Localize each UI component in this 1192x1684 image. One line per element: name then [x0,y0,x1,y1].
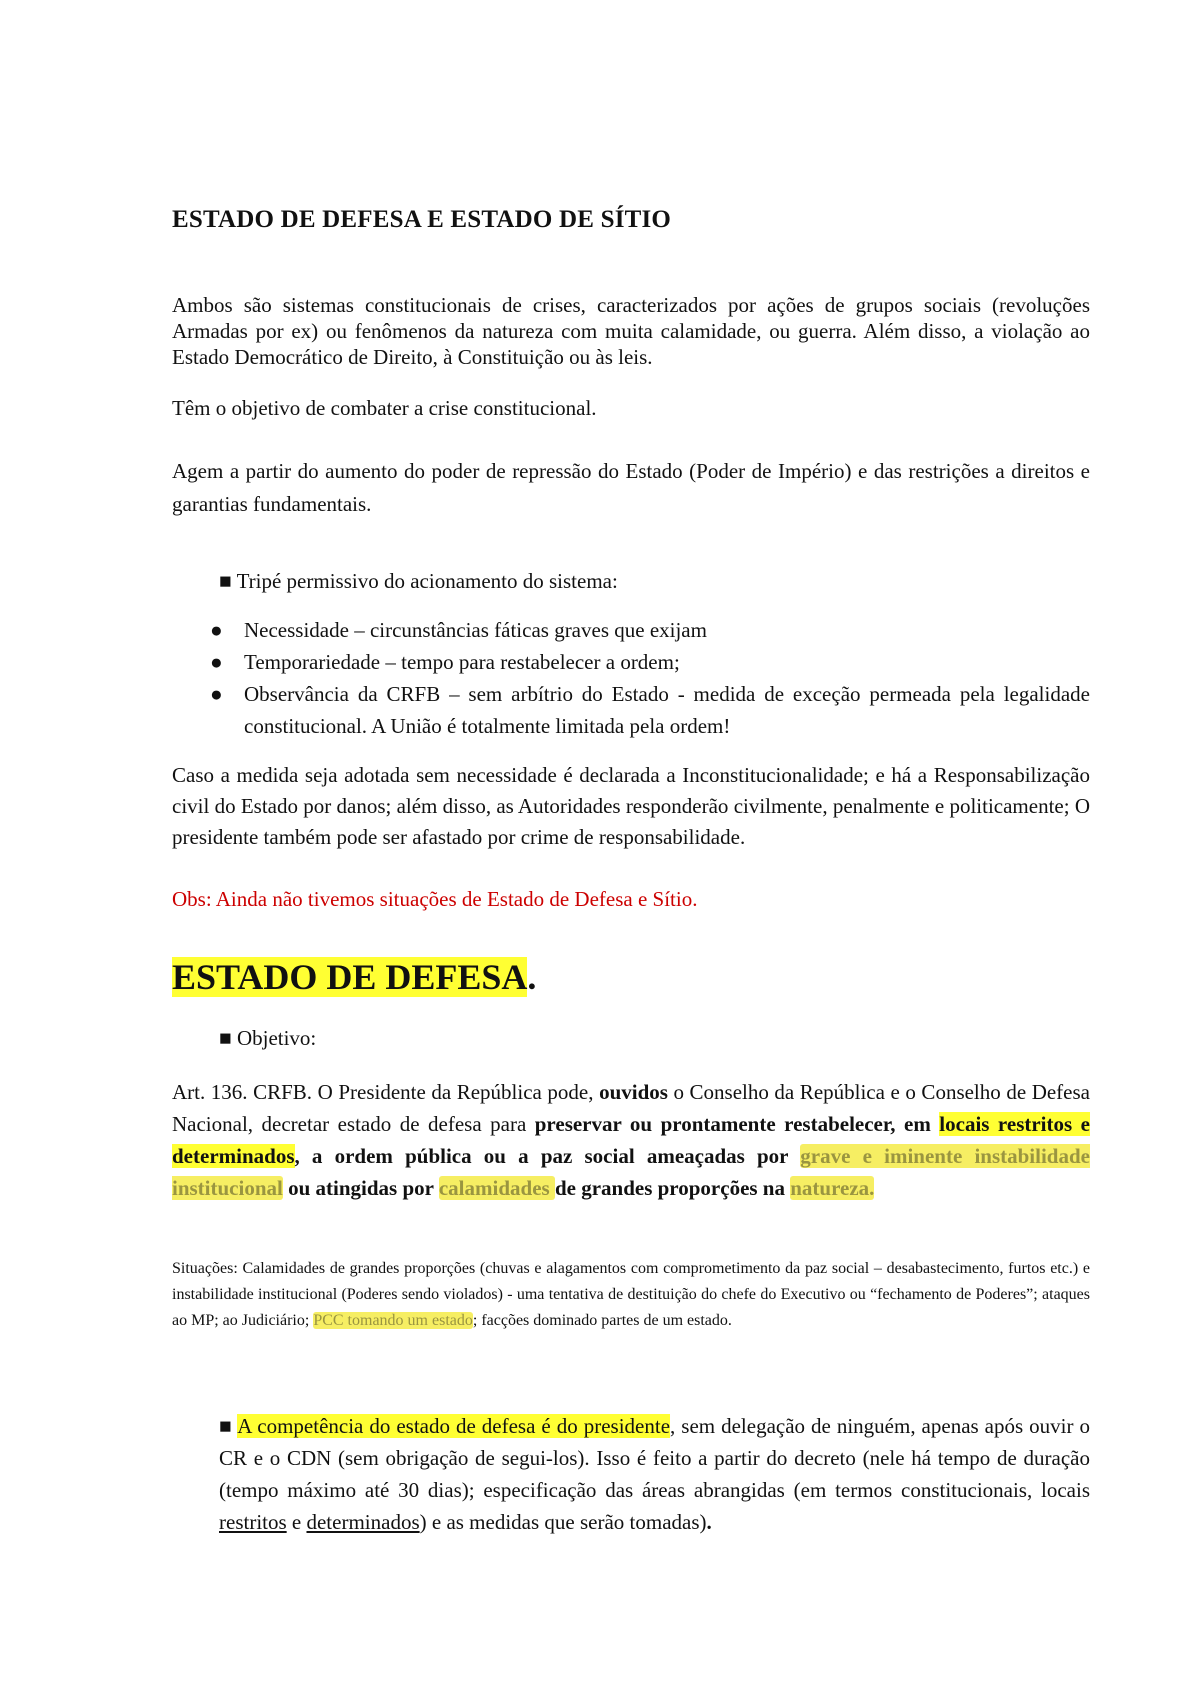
section-title-estado-de-defesa [172,954,536,1000]
art-bold-text: de grandes proporções na [554,1176,791,1200]
section-title-period: . [527,957,537,997]
objetivo-text: Objetivo: [236,1026,317,1050]
art-bold-text: preservar ou prontamente restabelecer, em [534,1112,940,1136]
competencia-paragraph [219,1410,1090,1538]
section-title-highlight: ESTADO DE DEFESA [172,957,528,997]
tripe-heading-text: Tripé permissivo do acionamento do sistema: [236,569,618,593]
obs-note: Obs: Ainda não tivemos situações de Estado de Defesa e Sítio. [172,887,698,911]
art-bold-ouvidos: ouvidos [599,1080,668,1104]
art-bold-text: , a ordem pública ou a paz social ameaçadas por [294,1144,801,1168]
intro-paragraph-2: Têm o objetivo de combater a crise constitucional. [172,396,597,420]
intro-paragraph-3: Agem a partir do aumento do poder de repressão do Estado (Poder de Império) e das restrições a direitos e garantias fundamentais. [172,459,1090,516]
art-highlight-instabilidade: grave e iminente instabilidade institucional [172,1144,1090,1200]
situacoes-text: ; facções dominado partes de um estado. [472,1312,732,1329]
square-bullet-icon: ■ [219,1414,238,1438]
art-highlight-locais: locais restritos e determinados [172,1112,1090,1168]
tripe-list [172,614,1090,742]
competencia-text: ) e as medidas que serão tomadas) [419,1510,707,1534]
competencia-text: , sem delegação de ninguém, apenas após ouvir o CR e o CDN (sem obrigação de segui-los). Isso é feito a partir do decreto (nele há tempo de duração (tempo máximo até 30 dias); especificação das áreas abrangidas (em termos constitucionais, locais [219,1414,1090,1502]
intro-paragraph-1: Ambos são sistemas constitucionais de crises, caracterizados por ações de grupos sociais (revoluções Armadas por ex) ou fenômenos da natureza com muita calamidade, ou guerra. Além disso, a violação ao Estado Democrático de Direito, à Constituição ou às leis. [172,293,1090,369]
art-highlight-calamidades: calamidades [438,1176,555,1200]
art-text: o Conselho da República e o Conselho de Defesa Nacional, decretar estado de defesa para [172,1080,1090,1136]
competencia-highlight: A competência do estado de defesa é do presidente [237,1414,671,1438]
document-title: ESTADO DE DEFESA E ESTADO DE SÍTIO [172,206,672,233]
list-item [172,614,1090,646]
consequences-paragraph: Caso a medida seja adotada sem necessidade é declarada a Inconstitucionalidade; e há a Responsabilização civil do Estado por danos; além disso, as Autoridades responderão civilmente, penalmente e politicamente; O presidente também pode ser afastado por crime de responsabilidade. [172,763,1090,849]
competencia-text: e [286,1510,307,1534]
list-item [172,678,1090,742]
competencia-underline-determinados: determinados [306,1510,420,1534]
tripe-heading [219,568,618,594]
art-text: Art. 136. CRFB. O Presidente da República pode, [172,1080,600,1104]
list-item-text: Observância da CRFB – sem arbítrio do Estado - medida de exceção permeada pela legalidade constitucional. A União é totalmente limitada pela ordem! [244,682,1090,738]
art-highlight-natureza: natureza. [790,1176,875,1200]
situacoes-paragraph [172,1256,1090,1334]
competencia-final-period: . [706,1510,712,1534]
situacoes-text: Situações: Calamidades de grandes proporções (chuvas e alagamentos com comprometimento da paz social – desabastecimento, furtos etc.) e instabilidade institucional (Poderes sendo violados) - uma tentativa de destituição do chefe do Executivo ou “fechamento de Poderes”; ataques ao MP; ao Judiciário; [172,1260,1090,1329]
square-bullet-icon: ■ [219,569,232,593]
list-item-text: Temporariedade – tempo para restabelecer a ordem; [244,650,680,674]
list-item [172,646,1090,678]
art-bold-text: ou atingidas por [282,1176,439,1200]
bullet-dot-icon: ● [210,650,223,674]
square-bullet-icon: ■ [219,1026,232,1050]
objetivo-heading [219,1025,316,1051]
bullet-dot-icon: ● [210,682,223,706]
list-item-text: Necessidade – circunstâncias fáticas graves que exijam [244,618,707,642]
art-136-paragraph [172,1076,1090,1204]
bullet-dot-icon: ● [210,618,223,642]
situacoes-highlight-pcc: PCC tomando um estado [313,1312,473,1329]
competencia-underline-restritos: restritos [219,1510,287,1534]
